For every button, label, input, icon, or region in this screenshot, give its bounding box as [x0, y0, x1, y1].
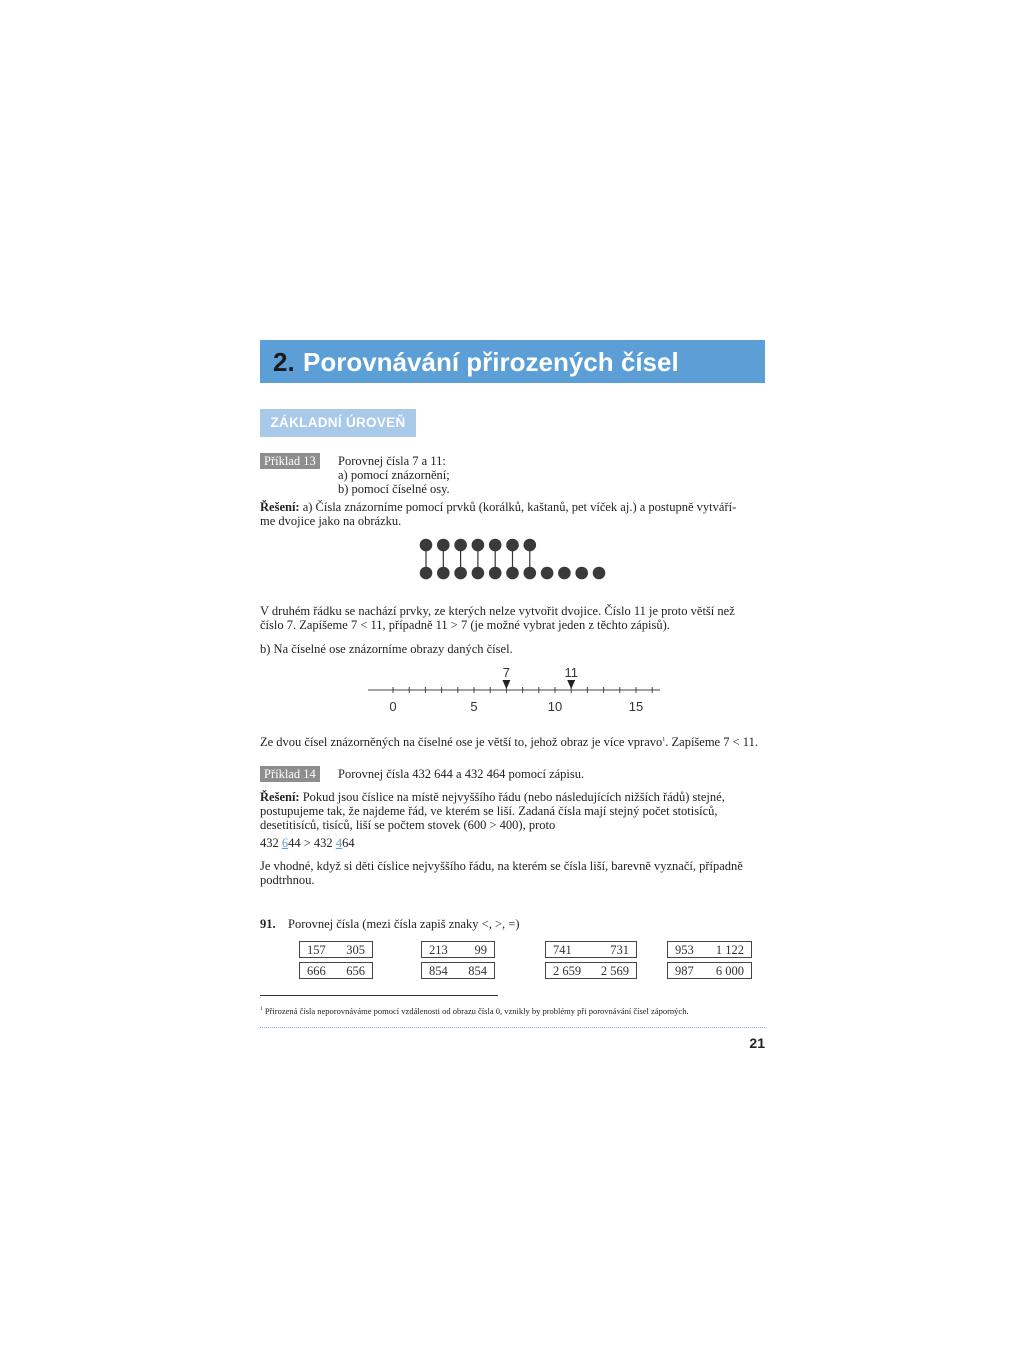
comparison-pair-box[interactable]: 157 305 — [299, 941, 373, 958]
dot-row2 — [541, 567, 554, 580]
comparison-pair-box[interactable]: 2 659 2 569 — [545, 962, 637, 979]
example-14-task: Porovnej čísla 432 644 a 432 464 pomocí zápisu. — [338, 767, 585, 781]
highlighted-digit: 4 — [335, 836, 343, 850]
dot-row2 — [454, 567, 467, 580]
dot-row1 — [524, 539, 537, 552]
dot-row2 — [489, 567, 502, 580]
footnote-mark: 1 — [260, 1006, 263, 1012]
example-13-part-b: b) Na číselné ose znázorníme obrazy daných čísel. — [260, 642, 513, 656]
comparison-pair-box[interactable]: 854 854 — [421, 962, 495, 979]
marked-point-arrow — [567, 680, 575, 689]
footnote-divider — [260, 995, 498, 996]
dot-row2 — [558, 567, 571, 580]
conclusion-text: Ze dvou čísel znázorněných na číselné ose je větší to, jehož obraz je více vpravo — [260, 735, 663, 750]
example-14-solution-line — [260, 790, 725, 805]
dot-row1 — [437, 539, 450, 552]
dot-row2 — [472, 567, 485, 580]
dot-row1 — [472, 539, 485, 552]
example-14-note-line: podtrhnou. — [260, 873, 315, 887]
footnote-text: Přirozená čísla neporovnáváme pomocí vzdálenosti od obrazu čísla 0, vznikly by problémy při porovnávání čísel záporných. — [264, 1005, 689, 1016]
dot-row2 — [437, 567, 450, 580]
level-badge: ZÁKLADNÍ ÚROVEŇ — [260, 409, 416, 437]
example-13-solution-line — [260, 500, 736, 515]
exercise-91-number: 91. — [260, 917, 276, 931]
comparison-pair-box[interactable]: 953 1 122 — [667, 941, 752, 958]
exercise-91-text: Porovnej čísla (mezi čísla zapiš znaky <, >, =) — [288, 917, 520, 931]
solution-label: Řešení: — [260, 500, 300, 514]
example-13-solution-line: me dvojice jako na obrázku. — [260, 514, 402, 528]
page-number: 21 — [749, 1035, 765, 1051]
dot-row2 — [524, 567, 537, 580]
dot-row2 — [575, 567, 588, 580]
comparison-pair-box[interactable]: 987 6 000 — [667, 962, 752, 979]
footnote — [260, 1004, 689, 1016]
example-13-paragraph-line: číslo 7. Zapíšeme 7 < 11, případně 11 > 7 (je možné vybrat jeden z těchto zápisů). — [260, 618, 670, 632]
solution-label: Řešení: — [260, 790, 300, 804]
dot-row1 — [506, 539, 519, 552]
comparison-pair-box[interactable]: 213 99 — [421, 941, 495, 958]
marked-point-arrow — [502, 680, 510, 689]
example-13-task-line: a) pomocí znázornění; — [338, 468, 450, 482]
number-line — [360, 664, 670, 720]
example-13-conclusion — [260, 733, 758, 750]
example-14-note-line: Je vhodné, když si děti číslice nejvyššího řádu, na kterém se čísla liší, barevně vyznačí, případně — [260, 859, 743, 873]
conclusion-text-end: . Zapíšeme 7 < 11. — [665, 735, 758, 750]
comparison-pair-box[interactable]: 741 731 — [545, 941, 637, 958]
number-line-label: 10 — [547, 699, 563, 714]
solution-text: Pokud jsou číslice na místě nejvyššího řádu (nebo následujících nižších řádů) stejné, — [299, 790, 725, 804]
solution-text: a) Čísla znázorníme pomocí prvků (korálků, kaštanů, pet víček aj.) a postupně vytváří- — [299, 500, 737, 514]
number-line-label: 5 — [470, 699, 478, 714]
example-13-paragraph-line: V druhém řádku se nachází prvky, ze kterých nelze vytvořit dvojice. Číslo 11 je proto větší než — [260, 604, 735, 618]
dot-row1 — [454, 539, 467, 552]
dot-row2 — [420, 567, 433, 580]
example-13-task-line: b) pomocí číselné osy. — [338, 482, 450, 496]
footnote-ref: 1 — [662, 737, 666, 743]
example-14-badge: Příklad 14 — [260, 766, 320, 782]
dot-row1 — [489, 539, 502, 552]
example-13-badge: Příklad 13 — [260, 453, 320, 469]
highlighted-digit: 6 — [281, 836, 289, 850]
example-14-solution-line: desetitisíců, tisíců, liší se počtem stovek (600 > 400), proto — [260, 818, 556, 832]
marked-point-label: 7 — [502, 665, 511, 680]
number-line-label: 15 — [628, 699, 644, 714]
example-14-solution-line: postupujeme tak, že najdeme řád, ve kterém se liší. Zadaná čísla mají stejný počet stotisíců, — [260, 804, 718, 818]
pairing-dots-illustration — [410, 532, 620, 584]
marked-point-label: 11 — [564, 665, 578, 680]
dot-row1 — [420, 539, 433, 552]
dot-row2 — [506, 567, 519, 580]
comparison-pair-box[interactable]: 666 656 — [299, 962, 373, 979]
dot-row2 — [593, 567, 606, 580]
example-13-task-line: Porovnej čísla 7 a 11: — [338, 454, 446, 468]
number-line-label: 0 — [389, 699, 397, 714]
chapter-number: 2. — [273, 347, 295, 377]
chapter-title: Porovnávání přirozených čísel — [303, 347, 679, 377]
page-bottom-rule — [260, 1027, 765, 1028]
example-14-comparison: 432 644 > 432 464 — [260, 836, 355, 850]
